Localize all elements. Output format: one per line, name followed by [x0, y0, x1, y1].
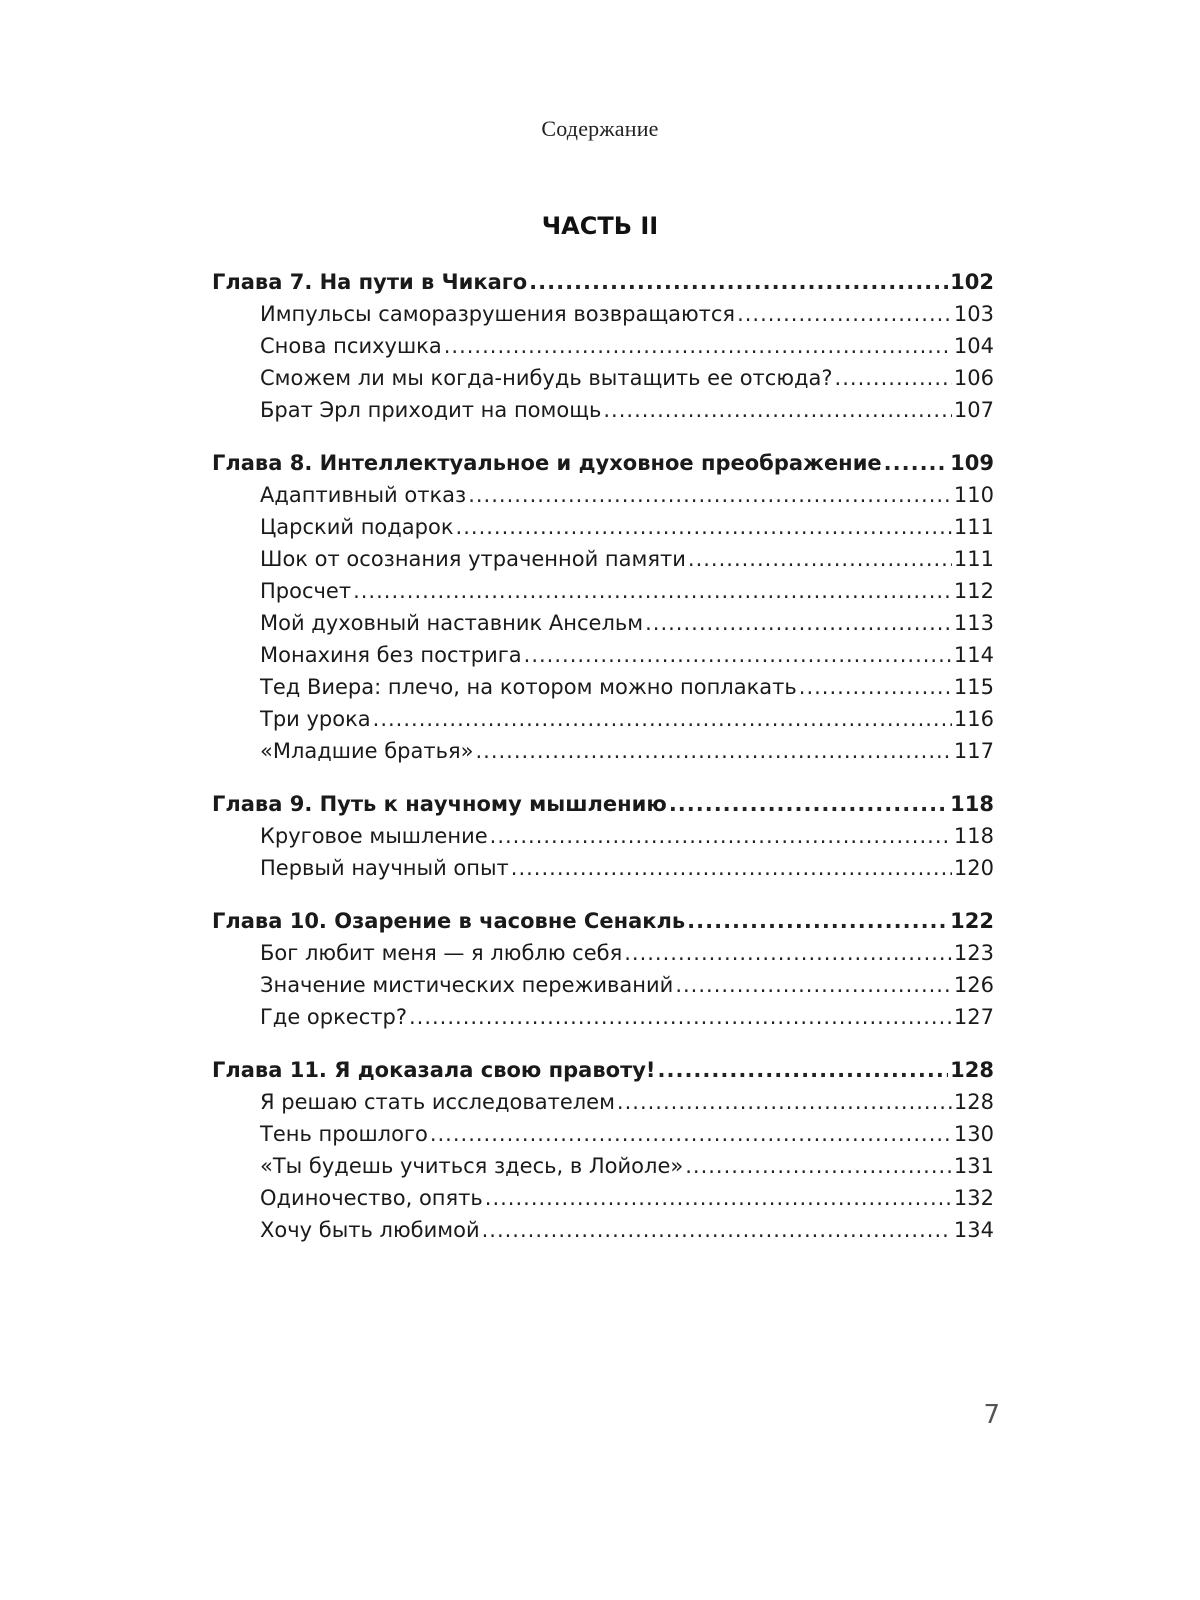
toc-dot-leader — [511, 852, 952, 884]
toc-section-title: Тень прошлого — [260, 1122, 428, 1146]
toc-section-page: 132 — [953, 1186, 994, 1210]
toc-section-page: 117 — [953, 739, 994, 763]
toc-dot-leader — [884, 447, 949, 479]
toc-dot-leader — [353, 575, 952, 607]
toc-section-page: 130 — [953, 1122, 994, 1146]
toc-chapter-page: 122 — [950, 909, 994, 933]
toc-section-page: 103 — [953, 302, 994, 326]
toc-section-page: 128 — [953, 1090, 994, 1114]
toc-section-entry[interactable] — [212, 1150, 994, 1182]
toc-section-title: Шок от осознания утраченной памяти — [260, 547, 686, 571]
part-title: ЧАСТЬ II — [541, 212, 659, 240]
toc-chapter-entry[interactable] — [212, 447, 994, 479]
toc-section-title: Я решаю стать исследователем — [260, 1090, 615, 1114]
toc-section-page: 110 — [953, 483, 994, 507]
toc-section-title: «Младшие братья» — [260, 739, 474, 763]
toc-dot-leader — [475, 735, 951, 767]
toc-section-page: 107 — [953, 398, 994, 422]
toc-section-page: 116 — [953, 707, 994, 731]
toc-section-title: Просчет — [260, 579, 352, 603]
toc-section-title: Брат Эрл приходит на помощь — [260, 398, 602, 422]
toc-chapter-title: Глава 7. На пути в Чикаго — [212, 270, 528, 294]
toc-section-page: 104 — [953, 334, 994, 358]
toc-section-title: Мой духовный наставник Ансельм — [260, 611, 644, 635]
toc-section-entry[interactable] — [212, 639, 994, 671]
toc-dot-leader — [485, 1182, 952, 1214]
table-of-contents — [212, 266, 994, 1267]
toc-chapter-entry[interactable] — [212, 788, 994, 820]
toc-section-page: 127 — [953, 1005, 994, 1029]
toc-section-page: 126 — [953, 973, 994, 997]
toc-dot-leader — [737, 298, 952, 330]
toc-chapter — [212, 447, 994, 767]
toc-dot-leader — [468, 479, 952, 511]
toc-section-entry[interactable] — [212, 937, 994, 969]
toc-section-entry[interactable] — [212, 575, 994, 607]
toc-dot-leader — [669, 788, 948, 820]
toc-section-entry[interactable] — [212, 735, 994, 767]
running-head: Содержание — [541, 116, 659, 141]
toc-section-title: Три урока — [260, 707, 371, 731]
toc-section-title: Бог любит меня — я люблю себя — [260, 941, 623, 965]
toc-section-page: 112 — [953, 579, 994, 603]
toc-dot-leader — [685, 1150, 952, 1182]
toc-section-entry[interactable] — [212, 330, 994, 362]
toc-section-entry[interactable] — [212, 671, 994, 703]
toc-chapter — [212, 788, 994, 884]
toc-section-entry[interactable] — [212, 1182, 994, 1214]
toc-section-title: Тед Виера: плечо, на котором можно поплакать — [260, 675, 797, 699]
toc-chapter-entry[interactable] — [212, 905, 994, 937]
toc-chapter-title: Глава 8. Интеллектуальное и духовное преображение — [212, 451, 882, 475]
toc-section-title: Сможем ли мы когда-нибудь вытащить ее отсюда? — [260, 366, 833, 390]
toc-dot-leader — [675, 969, 952, 1001]
toc-section-title: Снова психушка — [260, 334, 442, 358]
toc-chapter-page: 118 — [950, 792, 994, 816]
toc-section-entry[interactable] — [212, 1086, 994, 1118]
toc-chapter-entry[interactable] — [212, 1054, 994, 1086]
toc-dot-leader — [456, 511, 952, 543]
toc-section-page: 106 — [953, 366, 994, 390]
toc-section-entry[interactable] — [212, 820, 994, 852]
toc-section-entry[interactable] — [212, 543, 994, 575]
toc-dot-leader — [490, 820, 952, 852]
toc-chapter-title: Глава 10. Озарение в часовне Сенакль — [212, 909, 686, 933]
toc-section-entry[interactable] — [212, 362, 994, 394]
toc-section-entry[interactable] — [212, 394, 994, 426]
toc-section-page: 111 — [953, 547, 994, 571]
toc-chapter-page: 128 — [950, 1058, 994, 1082]
toc-dot-leader — [624, 937, 952, 969]
toc-chapter-title: Глава 9. Путь к научному мышлению — [212, 792, 667, 816]
toc-dot-leader — [687, 905, 948, 937]
toc-section-entry[interactable] — [212, 969, 994, 1001]
toc-section-title: Импульсы саморазрушения возвращаются — [260, 302, 736, 326]
toc-section-title: Круговое мышление — [260, 824, 488, 848]
toc-section-entry[interactable] — [212, 703, 994, 735]
toc-section-title: Первый научный опыт — [260, 856, 509, 880]
toc-section-title: Царский подарок — [260, 515, 454, 539]
toc-section-title: Адаптивный отказ — [260, 483, 467, 507]
toc-chapter-page: 102 — [950, 270, 994, 294]
toc-dot-leader — [529, 266, 948, 298]
toc-section-page: 123 — [953, 941, 994, 965]
toc-dot-leader — [799, 671, 952, 703]
toc-section-page: 113 — [953, 611, 994, 635]
toc-section-page: 131 — [953, 1154, 994, 1178]
toc-section-entry[interactable] — [212, 298, 994, 330]
toc-chapter — [212, 1054, 994, 1246]
toc-section-title: Значение мистических переживаний — [260, 973, 674, 997]
toc-section-page: 111 — [953, 515, 994, 539]
toc-chapter-page: 109 — [950, 451, 994, 475]
toc-section-entry[interactable] — [212, 479, 994, 511]
toc-chapter — [212, 266, 994, 426]
toc-section-page: 114 — [953, 643, 994, 667]
toc-section-page: 134 — [953, 1218, 994, 1242]
toc-chapter — [212, 905, 994, 1033]
toc-dot-leader — [835, 362, 952, 394]
toc-section-title: Одиночество, опять — [260, 1186, 483, 1210]
toc-dot-leader — [444, 330, 952, 362]
toc-section-entry[interactable] — [212, 852, 994, 884]
toc-section-title: Хочу быть любимой — [260, 1218, 480, 1242]
toc-section-entry[interactable] — [212, 511, 994, 543]
toc-dot-leader — [430, 1118, 952, 1150]
toc-dot-leader — [645, 607, 952, 639]
toc-section-title: Монахиня без пострига — [260, 643, 522, 667]
toc-chapter-entry[interactable] — [212, 266, 994, 298]
toc-section-entry[interactable] — [212, 1001, 994, 1033]
toc-dot-leader — [373, 703, 952, 735]
toc-chapter-title: Глава 11. Я доказала свою правоту! — [212, 1058, 656, 1082]
page-number: 7 — [983, 1400, 1000, 1430]
toc-dot-leader — [603, 394, 952, 426]
toc-dot-leader — [482, 1214, 952, 1246]
toc-section-page: 115 — [953, 675, 994, 699]
toc-dot-leader — [409, 1001, 952, 1033]
toc-dot-leader — [688, 543, 952, 575]
toc-section-title: «Ты будешь учиться здесь, в Лойоле» — [260, 1154, 684, 1178]
toc-dot-leader — [617, 1086, 952, 1118]
toc-dot-leader — [658, 1054, 949, 1086]
toc-section-entry[interactable] — [212, 607, 994, 639]
toc-section-entry[interactable] — [212, 1118, 994, 1150]
toc-section-page: 120 — [953, 856, 994, 880]
toc-section-entry[interactable] — [212, 1214, 994, 1246]
toc-section-title: Где оркестр? — [260, 1005, 407, 1029]
toc-dot-leader — [524, 639, 952, 671]
toc-section-page: 118 — [953, 824, 994, 848]
